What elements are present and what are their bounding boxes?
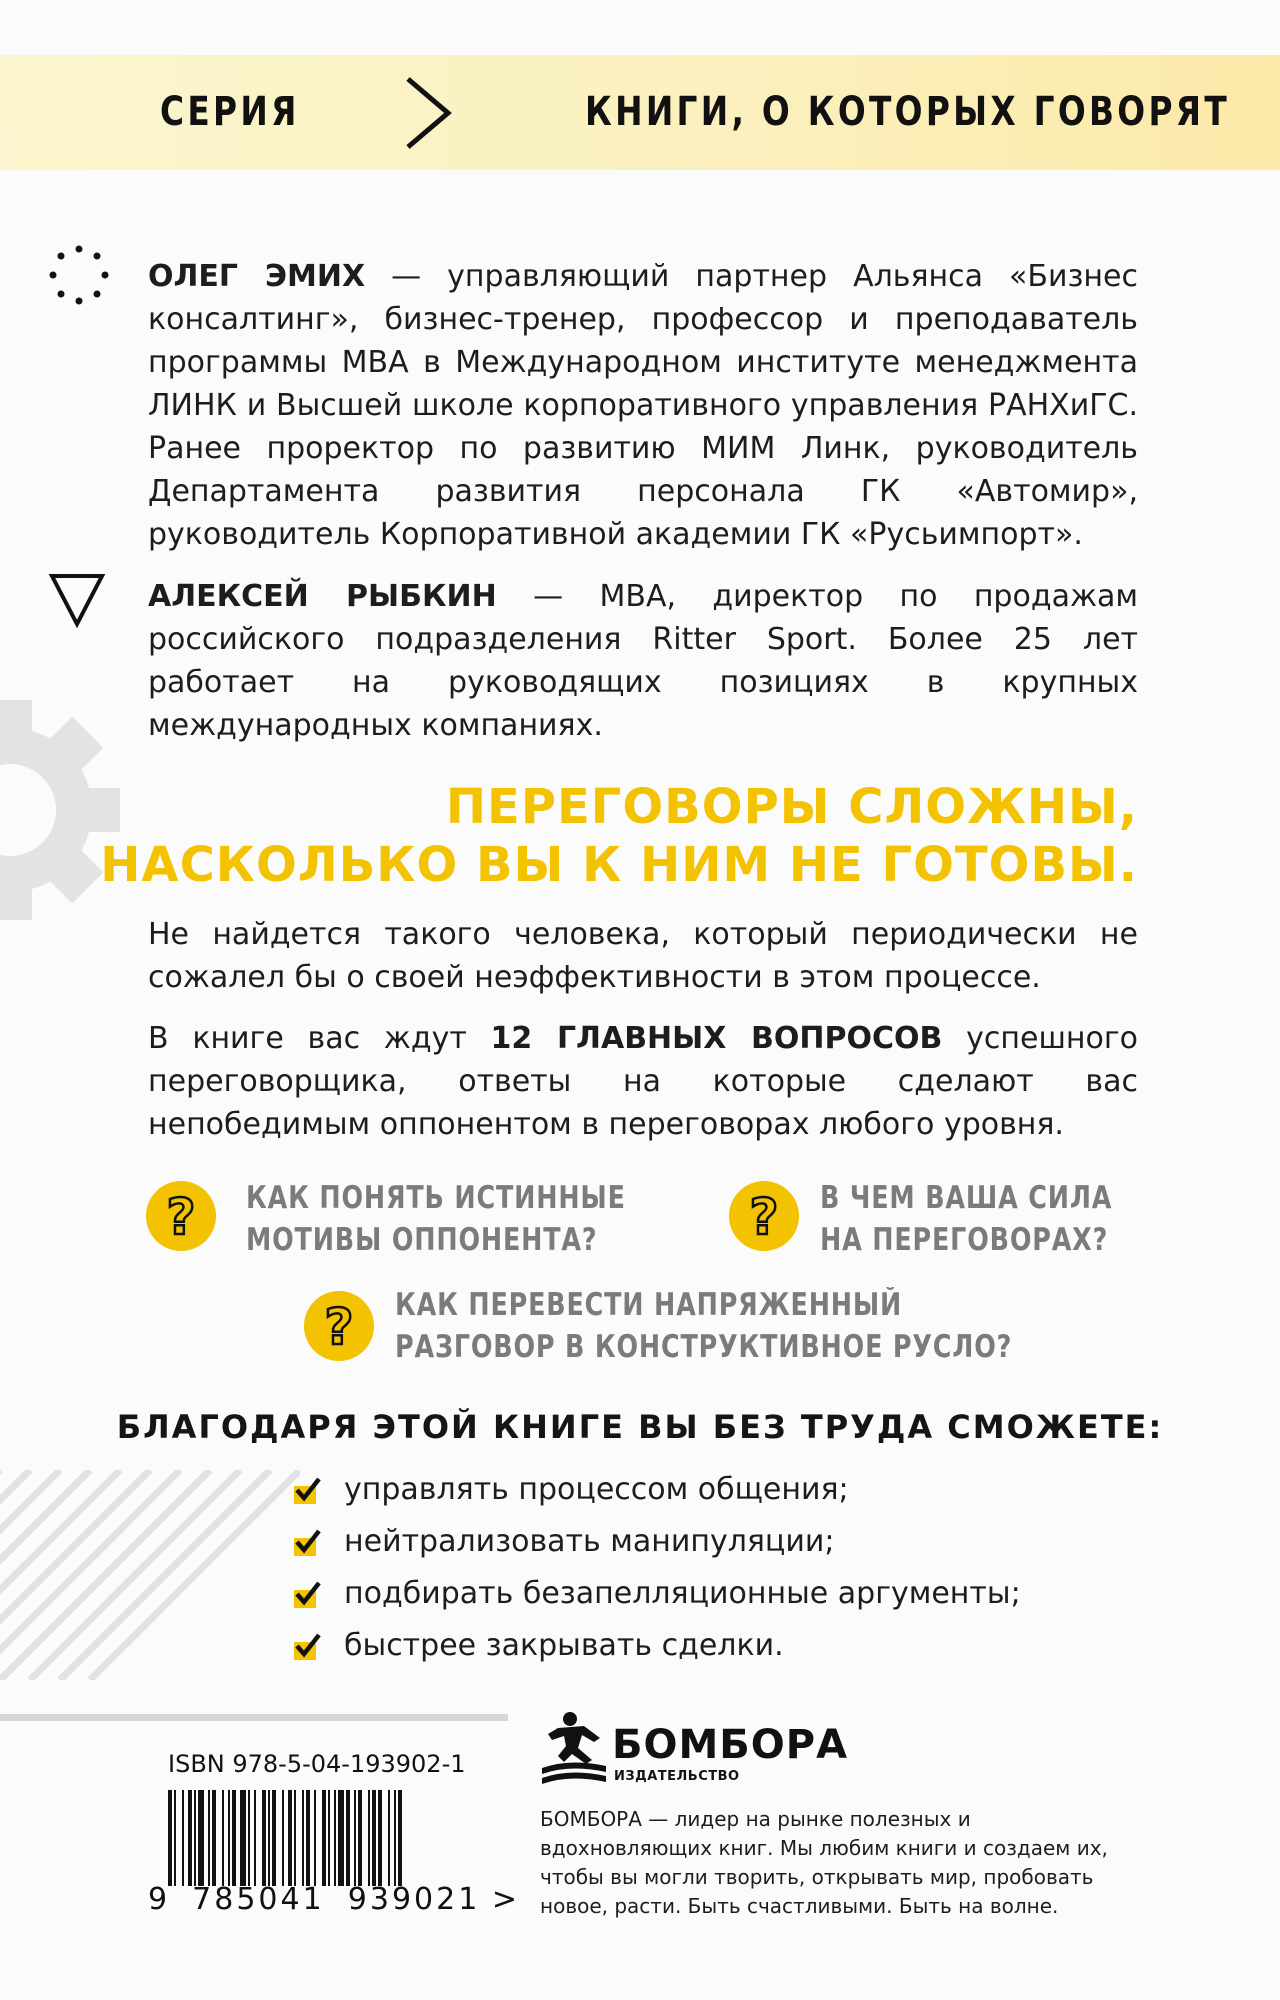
barcode-bar: [262, 1790, 266, 1886]
barcode-bar: [328, 1790, 330, 1886]
barcode-bar: [314, 1790, 316, 1886]
barcode-bar: [248, 1790, 250, 1886]
barcode-bar: [188, 1790, 192, 1886]
barcode-bar: [222, 1790, 224, 1886]
publisher-name: БОМБОРА: [612, 1722, 849, 1768]
series-header: [0, 55, 1280, 170]
publisher-description: БОМБОРА — лидер на рынке полезных и вдохновляющих книг. Мы любим книги и создаем их, чтобы вы могли творить, открывать мир, пробовать новое, расти. Быть счастливыми. Быть на волне.: [540, 1807, 1108, 1918]
barcode-end-mark: >: [491, 1882, 519, 1917]
barcode-bar: [358, 1790, 362, 1886]
barcode-bar: [346, 1790, 350, 1886]
question-3-line-2: РАЗГОВОР В КОНСТРУКТИВНОЕ РУСЛО?: [395, 1329, 1013, 1365]
benefit-text: подбирать безапелляционные аргументы;: [344, 1576, 1021, 1611]
dotted-circle-icon: [48, 244, 110, 306]
barcode-number: [148, 1882, 519, 1917]
barcode-bar: [240, 1790, 246, 1886]
question-3: [395, 1284, 1012, 1368]
question-icon: [303, 1290, 375, 1362]
barcode-bar: [388, 1790, 390, 1886]
intro-paragraph-1: Не найдется такого человека, который периодически не сожалел бы о своей неэффективности в этом процессе.: [148, 917, 1138, 995]
intro-text-after: успешного переговорщика, ответы на которые сделают вас непобедимым оппонентом в переговорах любого уровня.: [148, 1021, 1138, 1142]
question-3-line-1: КАК ПЕРЕВЕСТИ НАПРЯЖЕННЫЙ: [395, 1287, 903, 1323]
publisher-subtitle: ИЗДАТЕЛЬСТВО: [614, 1769, 740, 1784]
diagonal-stripes-decor: [0, 1470, 300, 1680]
author-bio-rybkin: [148, 575, 1138, 747]
barcode-bar: [372, 1790, 376, 1886]
intro-paragraph-2: [148, 1017, 1138, 1146]
barcode-bar: [294, 1790, 296, 1886]
check-icon: [292, 1632, 322, 1662]
check-icon: [292, 1580, 322, 1610]
down-triangle-icon: [48, 572, 106, 628]
barcode-bar: [174, 1790, 176, 1886]
author-bio-text: — MBA, директор по продажам российского подразделения Ritter Sport. Более 25 лет работает на руководящих позициях в крупных международных компаниях.: [148, 579, 1138, 743]
question-1-line-2: МОТИВЫ ОППОНЕНТА?: [246, 1222, 598, 1258]
benefits-title: БЛАГОДАРЯ ЭТОЙ КНИГЕ ВЫ БЕЗ ТРУДА СМОЖЕТЕ:: [116, 1408, 1164, 1446]
svg-text:?: ?: [166, 1188, 196, 1246]
question-1-line-1: КАК ПОНЯТЬ ИСТИННЫЕ: [246, 1180, 626, 1216]
barcode-bar: [334, 1790, 336, 1886]
series-label: СЕРИЯ: [160, 89, 300, 135]
barcode-bar: [182, 1790, 184, 1886]
question-2: [820, 1177, 1112, 1261]
question-2-line-1: В ЧЕМ ВАША СИЛА: [820, 1180, 1113, 1216]
barcode-bar: [208, 1790, 210, 1886]
barcode-bar: [306, 1790, 310, 1886]
question-2-line-2: НА ПЕРЕГОВОРАХ?: [820, 1222, 1109, 1258]
barcode-bar: [272, 1790, 276, 1886]
intro-highlight: 12 ГЛАВНЫХ ВОПРОСОВ: [490, 1021, 943, 1056]
author-name: ОЛЕГ ЭМИХ: [148, 259, 366, 294]
barcode-bar: [302, 1790, 304, 1886]
barcode-bar: [398, 1790, 402, 1886]
svg-text:?: ?: [749, 1188, 779, 1246]
isbn-label: ISBN 978-5-04-193902-1: [168, 1750, 466, 1778]
barcode-bar: [378, 1790, 382, 1886]
slogan: [100, 778, 1138, 894]
section-divider: [0, 1714, 508, 1721]
barcode-bar: [268, 1790, 270, 1886]
author-bio-text: — управляющий партнер Альянса «Бизнес консалтинг», бизнес-тренер, профессор и преподаватель программы MBA в Международном институте менеджмента ЛИНК и Высшей школе корпоративного управления РАНХиГС. Ранее проректор по развитию МИМ Линк, руководитель Департамента развития персонала ГК «Автомир», руководитель Корпоративной академии ГК «Русьимпорт».: [148, 259, 1138, 552]
question-1: [246, 1177, 626, 1261]
chevron-right-icon: [402, 75, 454, 151]
svg-text:?: ?: [324, 1298, 354, 1356]
barcode-group-1: 785041: [192, 1882, 325, 1917]
barcode-group-2: 939021: [347, 1882, 481, 1917]
benefit-text: управлять процессом общения;: [344, 1472, 849, 1507]
barcode-bar: [394, 1790, 396, 1886]
check-icon: [292, 1476, 322, 1506]
barcode-bar: [232, 1790, 236, 1886]
barcode-first-digit: 9: [148, 1882, 170, 1917]
surfer-logo-icon: [540, 1710, 610, 1790]
barcode-bar: [322, 1790, 326, 1886]
series-title: КНИГИ, О КОТОРЫХ ГОВОРЯТ: [585, 89, 1230, 135]
barcode-bar: [212, 1790, 216, 1886]
barcode-bar: [338, 1790, 344, 1886]
barcode-bar: [282, 1790, 284, 1886]
intro-text-before: В книге вас ждут: [148, 1021, 491, 1056]
barcode-bar: [354, 1790, 356, 1886]
barcode-bar: [168, 1790, 172, 1886]
barcode-image: [168, 1790, 468, 1886]
author-name: АЛЕКСЕЙ РЫБКИН: [148, 579, 497, 614]
barcode-bar: [228, 1790, 230, 1886]
question-icon: [728, 1180, 800, 1252]
slogan-line-2: НАСКОЛЬКО ВЫ К НИМ НЕ ГОТОВЫ.: [100, 837, 1138, 893]
barcode-bar: [368, 1790, 370, 1886]
barcode-bar: [194, 1790, 196, 1886]
question-icon: [145, 1180, 217, 1252]
barcode-bar: [254, 1790, 256, 1886]
author-bio-emikh: [148, 255, 1138, 556]
barcode-bar: [198, 1790, 204, 1886]
check-icon: [292, 1528, 322, 1558]
barcode-bar: [288, 1790, 292, 1886]
benefit-text: быстрее закрывать сделки.: [344, 1628, 784, 1663]
benefit-text: нейтрализовать манипуляции;: [344, 1524, 835, 1559]
slogan-line-1: ПЕРЕГОВОРЫ СЛОЖНЫ,: [445, 779, 1138, 835]
